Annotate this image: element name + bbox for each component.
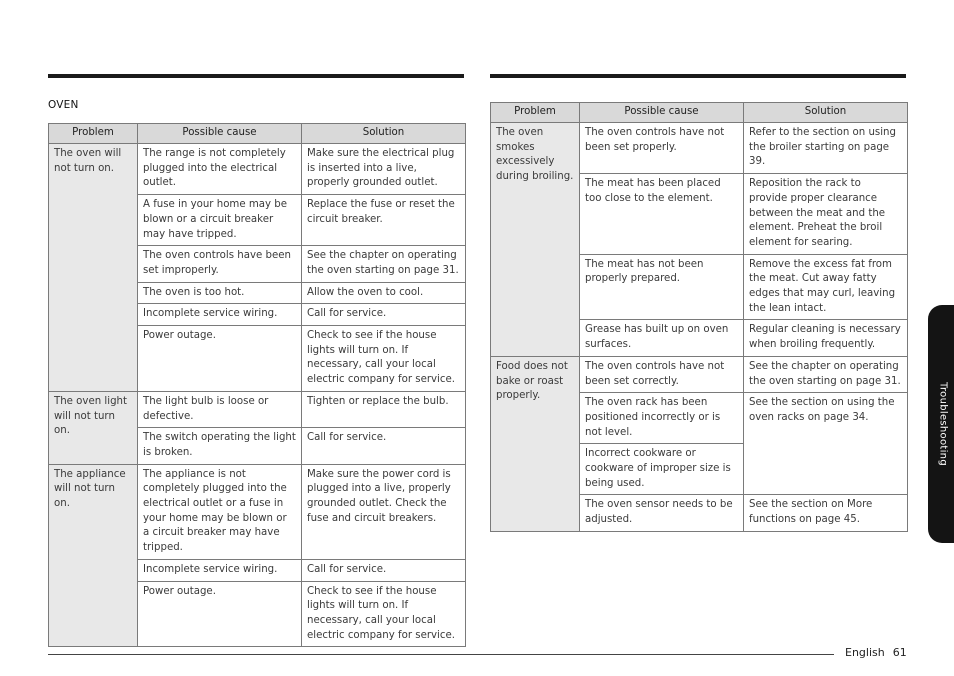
cause-cell: The oven sensor needs to be adjusted. <box>580 495 744 531</box>
cause-cell: Incomplete service wiring. <box>138 559 302 581</box>
header-solution: Solution <box>744 103 908 123</box>
solution-cell <box>744 356 908 392</box>
cause-cell: The oven controls have not been set correctly. <box>580 356 744 392</box>
cause-cell: The meat has been placed too close to the element. <box>580 174 744 255</box>
cause-cell: Incomplete service wiring. <box>138 304 302 326</box>
solution-text: Refer to the section on using the broiler starting on page <box>749 127 896 153</box>
cause-cell: The oven rack has been positioned incorrectly or is not level. <box>580 393 744 444</box>
header-problem: Problem <box>491 103 580 123</box>
solution-end: . <box>761 156 766 168</box>
cause-cell: Power outage. <box>138 326 302 392</box>
problem-cell: The oven light will not turn on. <box>49 391 138 464</box>
solution-cell: Regular cleaning is necessary when broiling frequently. <box>744 320 908 356</box>
solution-text: See the chapter on operating the oven starting on page <box>749 360 899 387</box>
solution-cell: Make sure the power cord is plugged into a live, properly grounded outlet. Check the fuse and circuit breakers. <box>302 464 466 559</box>
solution-cell: Allow the oven to cool. <box>302 282 466 304</box>
solution-cell <box>302 246 466 282</box>
cause-cell: The light bulb is loose or defective. <box>138 391 302 427</box>
page-reference-link[interactable]: 31 <box>884 375 898 387</box>
solution-cell: Remove the excess fat from the meat. Cut away fatty edges that may curl, leaving the lean intact. <box>744 254 908 320</box>
header-solution: Solution <box>302 124 466 144</box>
section-title: OVEN <box>48 99 79 111</box>
problem-cell: Food does not bake or roast properly. <box>491 356 580 531</box>
cause-cell: The appliance is not completely plugged into the electrical outlet or a fuse in your home may be blown or a circuit breaker may have tripped. <box>138 464 302 559</box>
oven-troubleshooting-table <box>48 123 466 647</box>
solution-cell: Call for service. <box>302 559 466 581</box>
solution-cell <box>744 495 908 531</box>
header-problem: Problem <box>49 124 138 144</box>
top-rule-right <box>490 74 906 78</box>
problem-cell: The appliance will not turn on. <box>49 464 138 647</box>
cause-cell: The oven is too hot. <box>138 282 302 304</box>
side-tab-label: Troubleshooting <box>937 382 949 466</box>
page-reference-link[interactable]: 39 <box>749 156 762 168</box>
solution-end: . <box>865 411 869 423</box>
header-cause: Possible cause <box>580 103 744 123</box>
header-cause: Possible cause <box>138 124 302 144</box>
solution-text: See the section on using the oven racks on page <box>749 397 895 423</box>
page-reference-link[interactable]: 45 <box>843 514 857 526</box>
footer-language: English <box>845 646 885 659</box>
cause-cell: Grease has built up on oven surfaces. <box>580 320 744 356</box>
table-row <box>49 391 466 427</box>
solution-cell: Call for service. <box>302 428 466 464</box>
cause-cell: The switch operating the light is broken. <box>138 428 302 464</box>
problem-cell: The oven smokes excessively during broiling. <box>491 123 580 357</box>
table-header-row <box>491 103 908 123</box>
cause-cell: The oven controls have not been set properly. <box>580 123 744 174</box>
solution-end: . <box>897 375 901 387</box>
footer <box>845 646 907 659</box>
solution-cell: Make sure the electrical plug is inserted into a live, properly grounded outlet. <box>302 144 466 195</box>
solution-text: See the section on More functions on page <box>749 499 873 526</box>
solution-cell: Call for service. <box>302 304 466 326</box>
solution-cell: Check to see if the house lights will turn on. If necessary, call your local electric company for service. <box>302 326 466 392</box>
solution-cell: Reposition the rack to provide proper clearance between the meat and the element. Preheat the broil element for searing. <box>744 174 908 255</box>
solution-cell <box>744 393 908 495</box>
cause-cell: The meat has not been properly prepared. <box>580 254 744 320</box>
solution-cell <box>744 123 908 174</box>
top-rule-left <box>48 74 464 78</box>
table-row <box>49 144 466 195</box>
table-header-row <box>49 124 466 144</box>
solution-text: See the chapter on operating the oven starting on page <box>307 250 457 276</box>
solution-end: . <box>856 514 860 526</box>
page-reference-link[interactable]: 31 <box>442 264 456 276</box>
broiling-baking-troubleshooting-table <box>490 102 908 532</box>
solution-cell: Tighten or replace the bulb. <box>302 391 466 427</box>
page-reference-link[interactable]: 34 <box>852 411 866 423</box>
problem-cell: The oven will not turn on. <box>49 144 138 392</box>
page-number: 61 <box>892 646 907 659</box>
cause-cell: The oven controls have been set improperly. <box>138 246 302 282</box>
solution-cell: Replace the fuse or reset the circuit breaker. <box>302 195 466 246</box>
table-row <box>49 464 466 559</box>
solution-end: . <box>455 264 459 276</box>
solution-cell: Check to see if the house lights will turn on. If necessary, call your local electric company for service. <box>302 581 466 647</box>
cause-cell: The range is not completely plugged into the electrical outlet. <box>138 144 302 195</box>
table-row <box>491 356 908 392</box>
table-row <box>491 123 908 174</box>
cause-cell: Power outage. <box>138 581 302 647</box>
cause-cell: A fuse in your home may be blown or a circuit breaker may have tripped. <box>138 195 302 246</box>
cause-cell: Incorrect cookware or cookware of improper size is being used. <box>580 444 744 495</box>
footer-rule <box>48 654 834 655</box>
